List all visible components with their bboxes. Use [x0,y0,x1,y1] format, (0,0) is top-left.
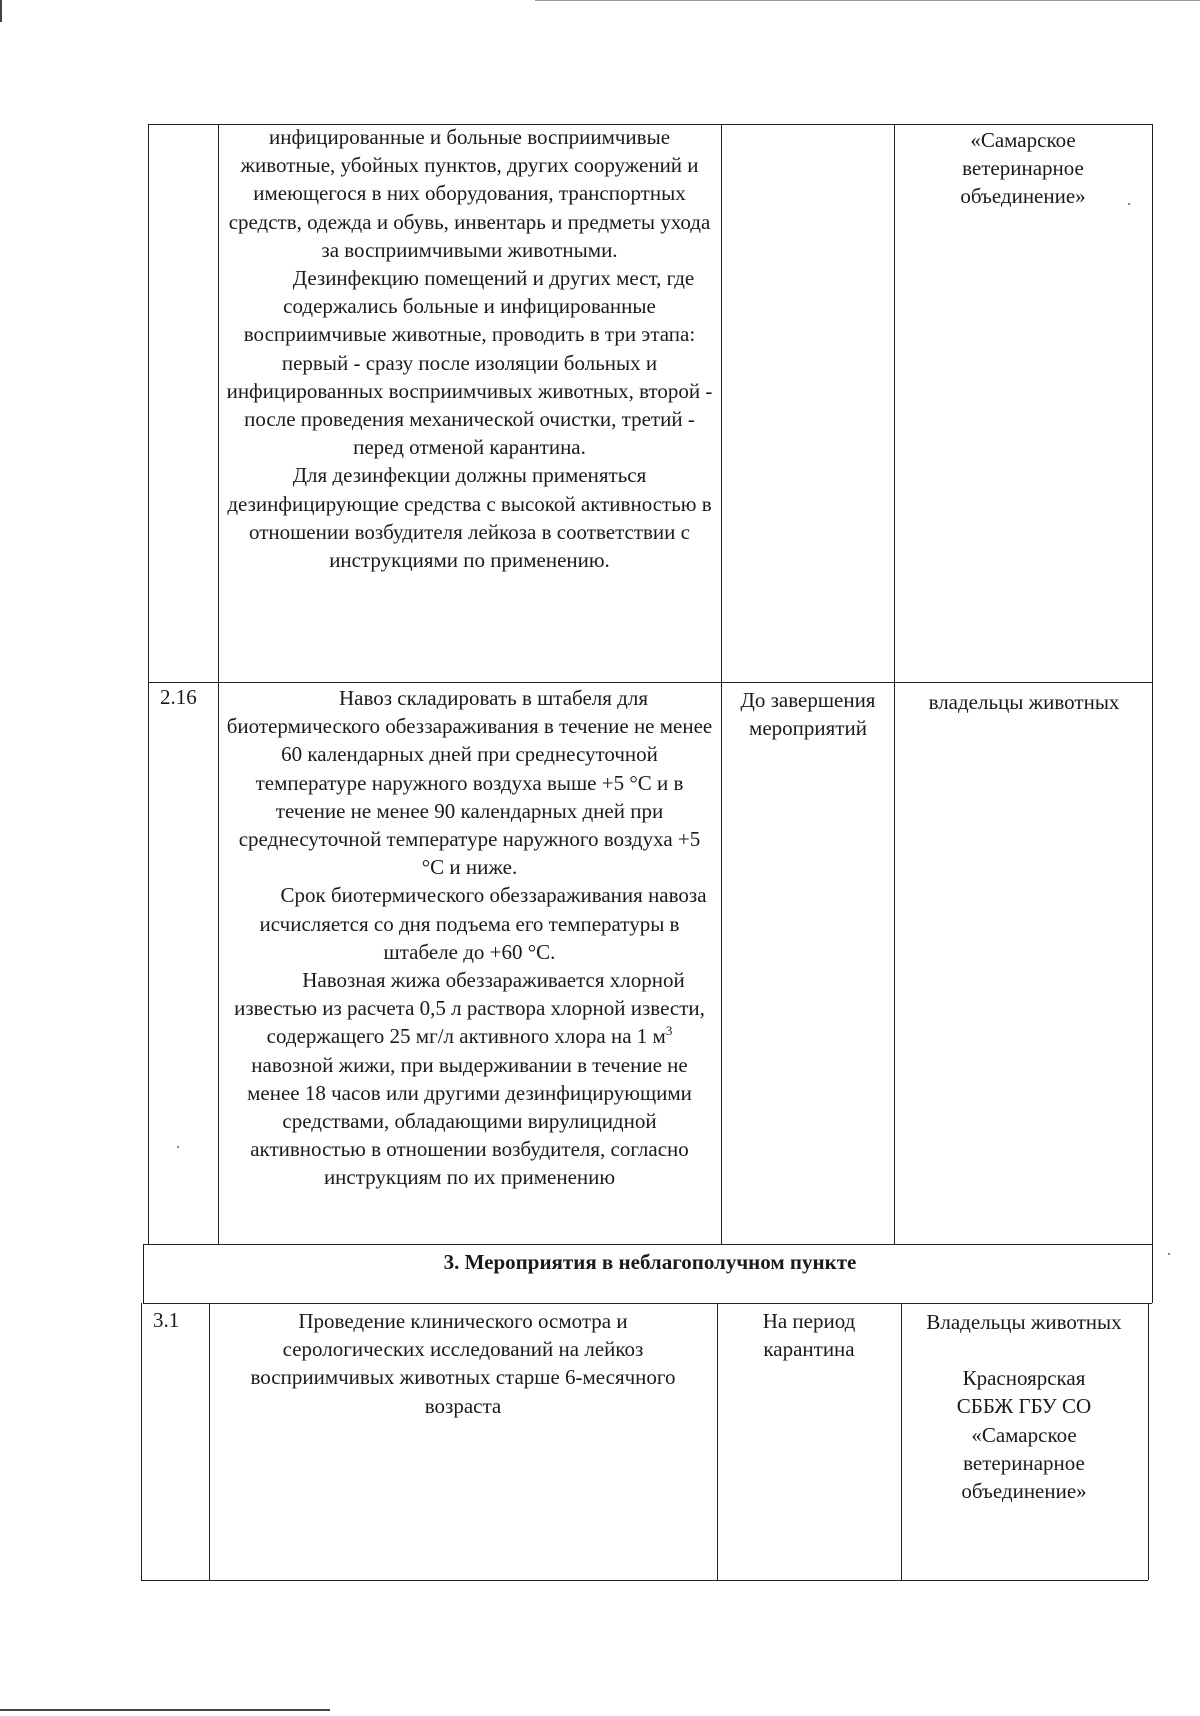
measure-description-cell [226,123,713,574]
column-divider [717,1303,718,1580]
scan-edge-line [535,0,1200,1]
spacer [904,1336,1144,1364]
term-cell: На период карантина [762,1309,856,1362]
item-number: 2.16 [160,685,197,709]
table-border-left [143,1244,144,1303]
table-border-left [141,1303,142,1580]
column-divider [901,1303,902,1580]
responsible-cell: владельцы животных [928,690,1120,714]
scan-speck [177,1146,179,1148]
term-cell: До завершения мероприятий [740,688,876,741]
measure-paragraph: Срок биотермического обеззараживания навоза исчисляется со дня подъема его температуры в штабеле до +60 °С. [259,883,707,964]
column-divider [894,124,895,1244]
row-divider [143,1244,1152,1245]
table-border-bottom [141,1580,1148,1581]
responsible-cell [904,1308,1144,1505]
measure-paragraph: Для дезинфекции должны применяться дезинфицирующие средства с высокой активностью в отношении возбудителя лейкоза в соответствии с инструкциями по применению. [227,463,712,573]
scan-edge-mark [0,0,2,22]
responsible-line: Красноярская СББЖ ГБУ СО «Самарское ветеринарное объединение» [956,1366,1092,1504]
measure-description-cell [226,684,713,1192]
measure-paragraph [226,966,713,1192]
row-divider [143,1303,1152,1304]
column-divider [209,1303,210,1580]
superscript: 3 [665,1023,673,1039]
table-border-right [1148,1303,1149,1580]
column-divider [721,124,722,1244]
measure-paragraph: инфицированные и больные восприимчивые животные, убойных пунктов, других сооружений и имеющегося в них оборудования, транспортных средств, одежда и обувь, инвентарь и предметы ухода за восприимчивыми животными. [228,125,711,262]
measure-paragraph: Навоз складировать в штабеля для биотермического обеззараживания в течение не менее 60 календарных дней при среднесуточной температуре наружного воздуха выше +5 °С и в течение не менее 90 календарных дней при среднесуточной температуре наружного воздуха +5 °С и ниже. [226,686,713,880]
table-border-right [1152,124,1153,1303]
column-divider [218,124,219,1244]
responsible-cell: «Самарское ветеринарное объединение» [960,128,1086,209]
scan-edge-line-bottom [0,1709,330,1711]
responsible-line: Владельцы животных [926,1310,1122,1334]
measure-text: навозной жижи, при выдерживании в течение не менее 18 часов или другими дезинфицирующими средствами, обладающими вирулицидной активностью в отношении возбудителя, согласно инструкциям по их применению [247,1052,692,1190]
row-divider [148,682,1152,683]
measure-text: Навозная жижа обеззараживается хлорной известью из расчета 0,5 л раствора хлорной извести, содержащего 25 мг/л активного хлора на 1 м [234,968,705,1049]
measure-paragraph: Дезинфекцию помещений и других мест, где содержались больные и инфицированные восприимчивые животные, проводить в три этапа: первый - сразу после изоляции больных и инфицированных восприимчивых животных, второй - после проведения механической очистки, третий - перед отменой карантина. [226,266,713,460]
section-title: 3. Мероприятия в неблагополучном пункте [443,1250,857,1274]
measure-description-cell: Проведение клинического осмотра и серологических исследований на лейкоз восприимчивых животных старше 6-месячного возраста [250,1309,676,1418]
scan-speck [1168,1253,1170,1255]
item-number: 3.1 [153,1308,180,1332]
